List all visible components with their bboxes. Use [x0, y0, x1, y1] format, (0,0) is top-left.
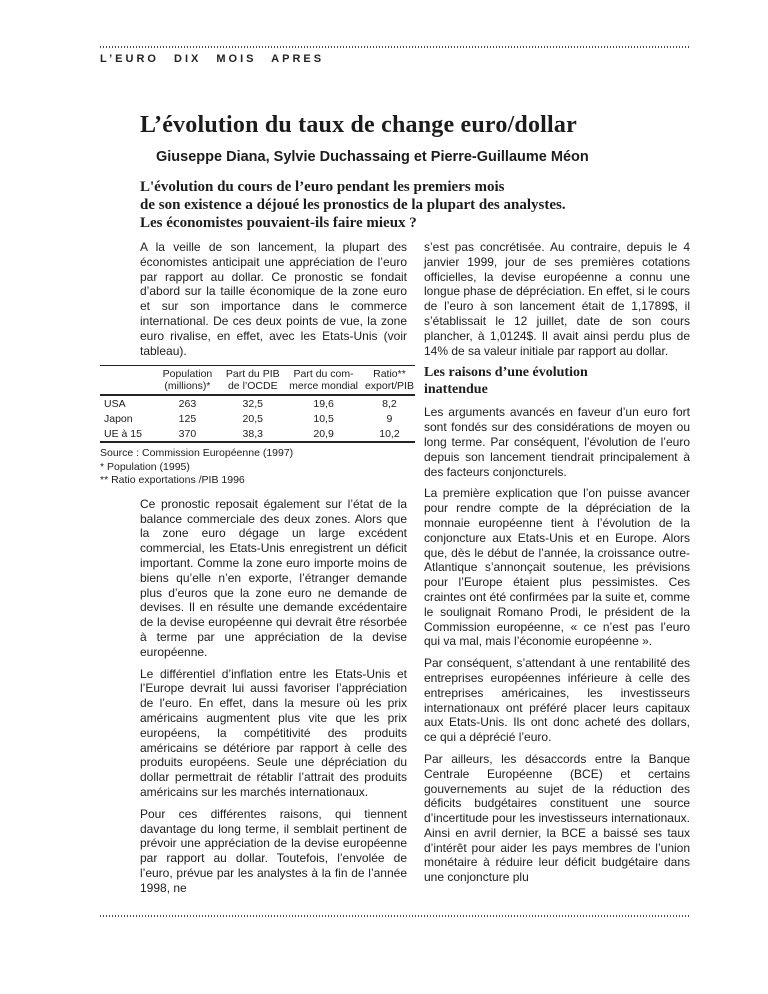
standfirst-line: de son existence a déjoué les pronostics de la plupart des analystes.	[140, 197, 566, 213]
body-paragraph: Le différentiel d’inflation entre les Etats-Unis et l’Europe devrait lui aussi favoriser l’appréciation de l’euro. En effet, dans la mesure où les prix américains augmentent plus vite que les prix européens, la compétitivité des produits américains se détériore par rapport à celle des produits européens. Seule une dépréciation du dollar permettrait de rétablir l’attrait des produits américains sur les marchés internationaux.	[140, 666, 407, 800]
standfirst-line: Les économistes pouvaient-ils faire mieux ?	[140, 215, 417, 231]
table-header-population: Population (millions)*	[162, 368, 213, 393]
body-paragraph: s’est pas concrétisée. Au contraire, depuis le 4 janvier 1999, jour de ses premières cotations officielles, la devise européenne a connu une longue phase de dépréciation. En effet, si le cours de l’euro à son lancement était de 1,1789$, il s’établissait le 12 juillet, date de son cours plancher, à 1,0124$. Il avait ainsi perdu plus de 14% de sa valeur initiale par rapport au dollar.	[424, 240, 690, 358]
article-title: L’évolution du taux de change euro/dollar	[140, 112, 577, 138]
title-block	[140, 112, 690, 232]
section-heading: Les raisons d’une évolution inattendue	[424, 365, 588, 397]
body-paragraph: Pour ces différentes raisons, qui tiennent davantage du long terme, il semblait pertinent de prévoir une appréciation de la devise européenne par rapport au dollar. Toutefois, l’envolée de l’euro, prévue par les analystes à la fin de l’année 1998, ne	[140, 806, 407, 895]
table-header-empty	[100, 366, 153, 396]
article-authors: Giuseppe Diana, Sylvie Duchassaing et Pierre-Guillaume Méon	[156, 149, 589, 165]
data-table	[100, 365, 415, 443]
left-column	[100, 240, 414, 903]
section-kicker: L’EURO DIX MOIS APRES	[100, 53, 325, 65]
two-column-body	[100, 240, 690, 903]
table-header-row	[100, 366, 415, 396]
body-paragraph: La première explication que l’on puisse avancer pour rendre compte de la dépréciation de la monnaie européenne tient à l’évolution de la conjoncture aux Etats-Unis et en Europe. Alors que, dès le début de l’année, la croissance outre-Atlantique s’annonçait soutenue, les prévisions pour l’Europe étaient plus pessimistes. Ces craintes ont été confirmées par la suite et, comme le soulignait Romano Prodi, le président de la Commission européenne, « ce n’est pas l’euro qui va mal, mais l’économie européenne ».	[424, 486, 690, 649]
table-header-commerce: Part du com- merce mondial	[289, 368, 359, 393]
body-paragraph: Par conséquent, s’attendant à une rentabilité des entreprises européennes inférieure à celle des entreprises américaines, les investisseurs internationaux ont préféré placer leurs capitaux aux Etats-Unis. Ils ont donc acheté des dollars, ce qui a déprécié l’euro.	[424, 656, 690, 745]
table-source: Source : Commission Européenne (1997)	[100, 447, 294, 460]
table-footnote: * Population (1995)	[100, 460, 190, 473]
table-notes	[100, 447, 407, 488]
body-paragraph: Les arguments avancés en faveur d’un euro fort sont fondés sur des considérations de moyen ou long terme. Par conséquent, l’évolution de l’euro depuis son lancement tiendrait principalement à des facteurs conjoncturels.	[424, 405, 690, 479]
dotted-rule-bottom	[100, 915, 690, 917]
table-header-ratio: Ratio** export/PIB	[364, 368, 414, 393]
body-paragraph: Par ailleurs, les désaccords entre la Banque Centrale Européenne (BCE) et certains gouvernements au sujet de la réduction des déficits budgétaires constituent une source d’incertitude pour les investisseurs internationaux. Ainsi en avril dernier, la BCE a baissé ses taux d’intérêt pour aider les pays membres de l’union monétaire à réduire leur déficit budgétaire dans une conjoncture plu	[424, 751, 690, 885]
table-row: UE à 15 370 38,3 20,9 10,2	[104, 427, 400, 440]
page-content	[100, 46, 690, 903]
body-paragraph: A la veille de son lancement, la plupart des économistes anticipait une appréciation de l’euro par rapport au dollar. Ce pronostic se fondait d’abord sur la taille économique de la zone euro et sur son importance dans le commerce international. De ces deux points de vue, la zone euro rivalise, en effet, avec les Etats-Unis (voir tableau).	[140, 240, 407, 358]
table-header-pib: Part du PIB de l’OCDE	[225, 368, 280, 393]
body-paragraph: Ce pronostic reposait également sur l’état de la balance commerciale des deux zones. Alors que la zone euro dégage un large excédent commercial, les Etats-Unis enregistrent un déficit important. Comme la zone euro importe moins de biens qu’elle n’en exporte, l’étranger demande plus d’euros que la zone euro ne demande de devises. Il en résulte une demande excédentaire de la devise européenne qui devrait être résorbée à terme par une appréciation de la devise européenne.	[140, 496, 407, 659]
dotted-rule-top	[100, 46, 690, 48]
table-row: Japon 125 20,5 10,5 9	[104, 412, 393, 425]
article-standfirst	[140, 178, 690, 232]
table-footnote: ** Ratio exportations /PIB 1996	[100, 474, 245, 487]
right-column	[424, 240, 690, 903]
standfirst-line: L'évolution du cours de l’euro pendant les premiers mois	[140, 179, 505, 195]
table-row: USA 263 32,5 19,6 8,2	[104, 397, 397, 410]
